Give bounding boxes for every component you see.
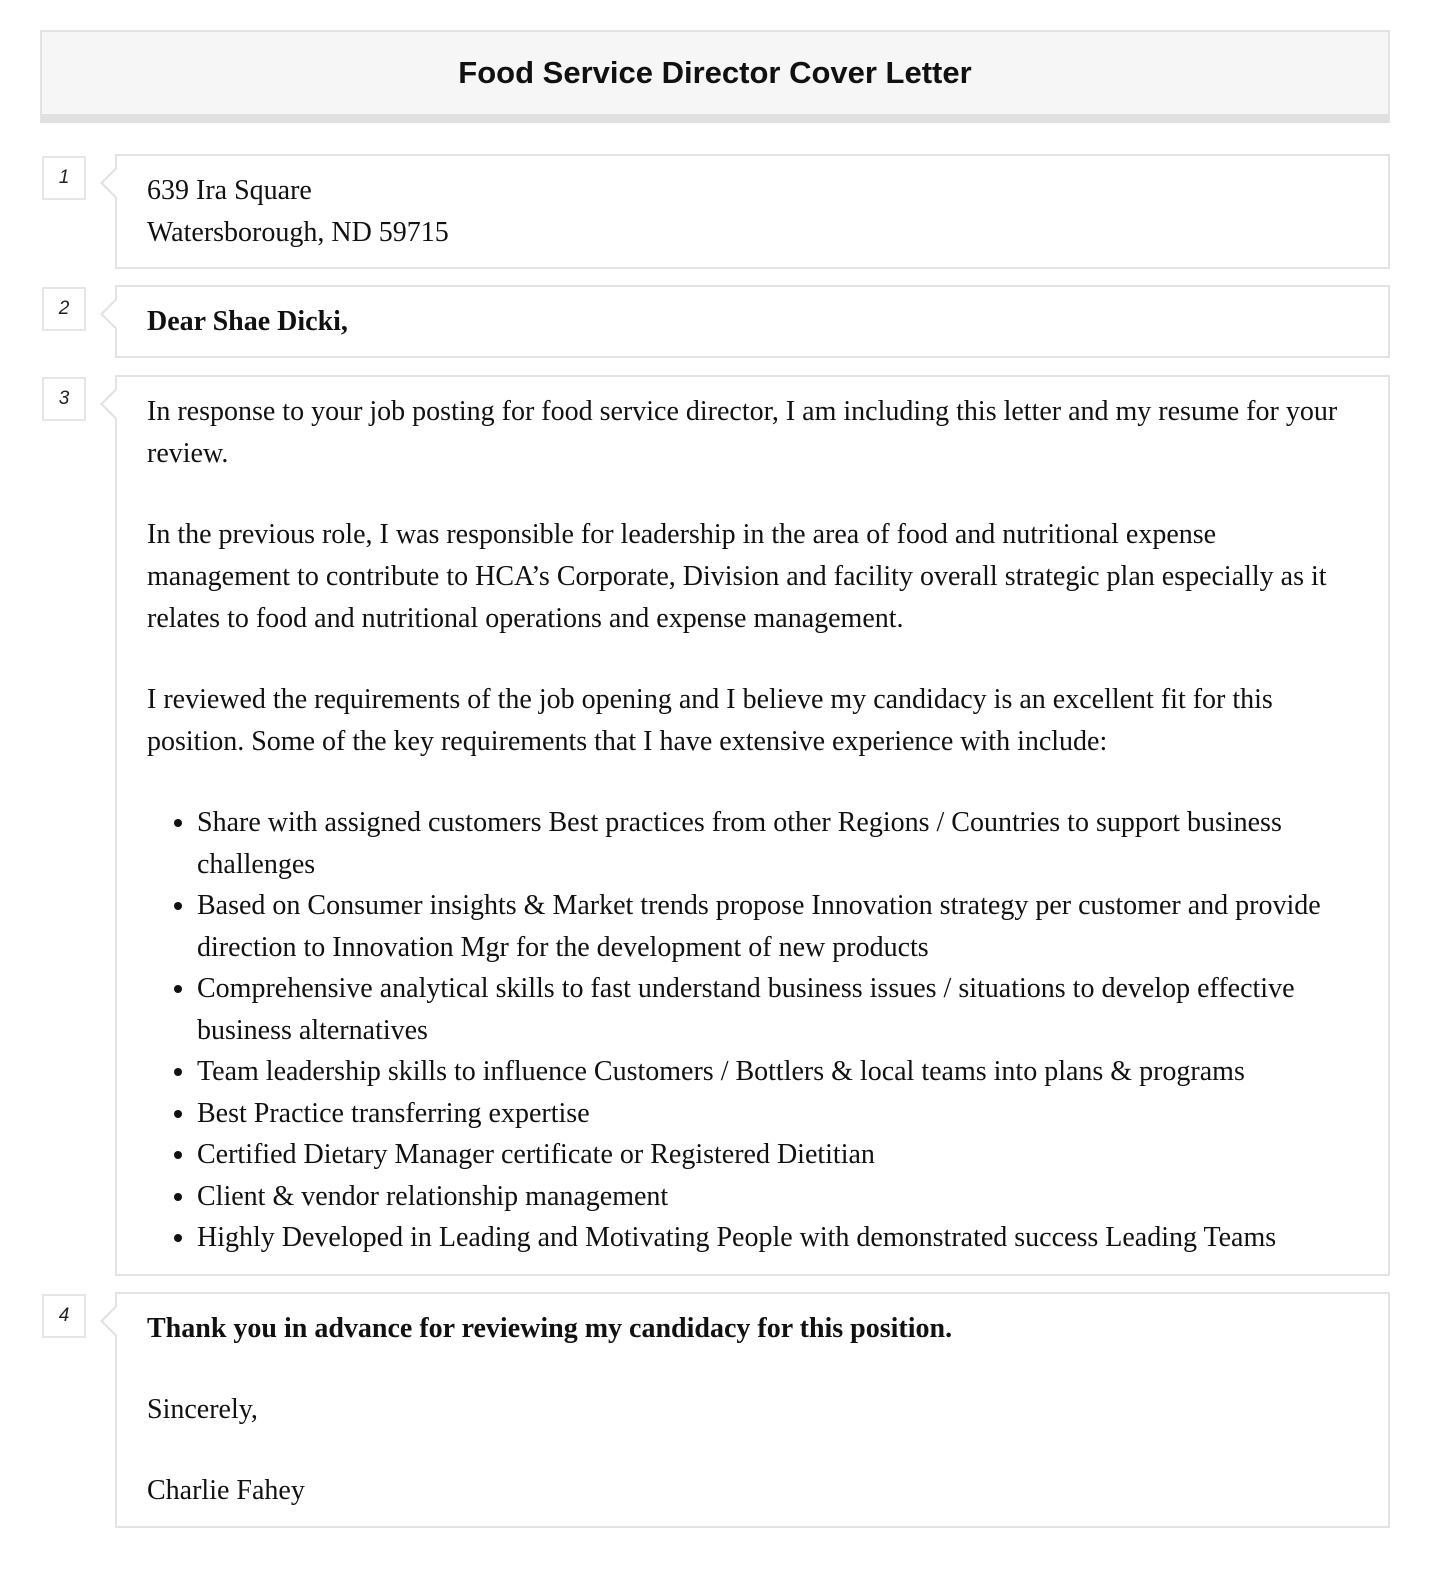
salutation: Dear Shae Dicki, bbox=[147, 306, 348, 337]
address-line-1: 639 Ira Square bbox=[147, 175, 312, 206]
section-number: 2 bbox=[42, 287, 86, 331]
section-number: 4 bbox=[42, 1294, 86, 1338]
requirements-list bbox=[147, 802, 1358, 1259]
list-item: • Comprehensive analytical skills to fast understand business issues / situations to develop effective business alternatives bbox=[197, 968, 1358, 1051]
thank-you-line: Thank you in advance for reviewing my candidacy for this position. bbox=[147, 1313, 953, 1344]
closing-card bbox=[115, 1292, 1390, 1528]
list-item: • Highly Developed in Leading and Motivating People with demonstrated success Leading Teams bbox=[197, 1217, 1358, 1259]
section-number: 3 bbox=[42, 377, 86, 421]
list-item: • Client & vendor relationship management bbox=[197, 1176, 1358, 1218]
salutation-card bbox=[115, 285, 1390, 358]
document-title: Food Service Director Cover Letter bbox=[458, 55, 972, 90]
document-title-bar bbox=[40, 30, 1390, 123]
address-card bbox=[115, 154, 1390, 269]
list-item: • Share with assigned customers Best practices from other Regions / Countries to support business challenges bbox=[197, 802, 1358, 885]
list-item: • Best Practice transferring expertise bbox=[197, 1093, 1358, 1135]
body-card bbox=[115, 375, 1390, 1276]
closing-line: Sincerely, bbox=[147, 1394, 258, 1425]
list-item: • Team leadership skills to influence Customers / Bottlers & local teams into plans & programs bbox=[197, 1051, 1358, 1093]
list-item: • Based on Consumer insights & Market trends propose Innovation strategy per customer and provide direction to Innovation Mgr for the development of new products bbox=[197, 885, 1358, 968]
body-paragraph-3: I reviewed the requirements of the job opening and I believe my candidacy is an excellent fit for this position. Some of the key requirements that I have extensive experience with include: bbox=[147, 684, 1273, 757]
section-number: 1 bbox=[42, 156, 86, 200]
list-item: • Certified Dietary Manager certificate or Registered Dietitian bbox=[197, 1134, 1358, 1176]
body-paragraph-1: In response to your job posting for food service director, I am including this letter and my resume for your review. bbox=[147, 396, 1338, 469]
address-line-2: Watersborough, ND 59715 bbox=[147, 217, 449, 248]
body-paragraph-2: In the previous role, I was responsible for leadership in the area of food and nutritional expense management to contribute to HCA’s Corporate, Division and facility overall strategic plan especially as it relates to food and nutritional operations and expense management. bbox=[147, 519, 1327, 634]
signature: Charlie Fahey bbox=[147, 1475, 305, 1506]
